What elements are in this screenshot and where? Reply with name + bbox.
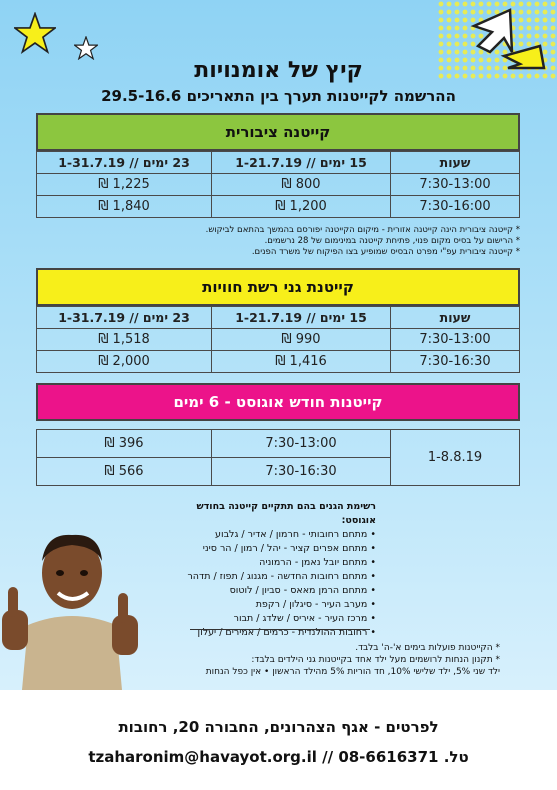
col-header-23-days: 23 ימים // 1-31.7.19 [37,307,212,329]
cell-price: 800 ₪ [212,174,391,196]
note-line: * קייטנה ציבורית הינה קייטנה אזורית - מיקום הקייטנה יפורסם בהמשך בהתאם לביקוש. [205,225,520,235]
cell-price: 1,225 ₪ [37,174,212,196]
table-row [37,196,520,218]
footnote-line: * תקנון הנחות לרושמים מעל ילד אחד בקייטנות גני הילדים בלבד: [251,655,500,665]
footnote-line: * הקייטנות פועלות בימים א'-ה' בלבד. [355,643,500,653]
list-item: • מתחם הרמן מאאס - סביון / לוטוס [229,585,376,596]
white-star-icon [74,36,98,60]
list-heading: רשימת הגנים בהם תתקיים קייטנה בחודש אוגוסט: [196,501,376,526]
registration-subtitle: ההרשמה לקייטנות תערך בין התאריכים 29.5-16.6 [101,87,456,105]
cell-hours: 7:30-13:00 [391,329,520,351]
cell-hours: 7:30-13:00 [391,174,520,196]
contact-phone-email: טל. 08-6616371 // tzaharonim@havayot.org.il [88,748,469,766]
cell-price: 396 ₪ [37,430,212,458]
col-header-15-days: 15 ימים // 1-21.7.19 [212,307,391,329]
section-public-camp [36,113,520,218]
section1-notes [36,225,520,258]
col-header-hours: שעות [391,307,520,329]
divider [190,629,370,630]
cell-hours: 7:30-16:30 [212,458,391,486]
cell-price: 1,416 ₪ [212,351,391,373]
august-kindergarten-list [180,500,376,640]
list-item: • מרכז העיר - איריס / שלדג / תבור [233,613,376,624]
list-item: • מתחם יובל נאמן - הרמוניה [259,557,376,568]
section-havayot-kindergarten-camp [36,268,520,373]
table-row [37,329,520,351]
note-line: * קייטנה ציבורית עפ"י מפרט הבסיס שמופיע בצו הפיקוח של משרד הפנים. [251,247,520,257]
page-title: קיץ של אומנויות [194,58,363,83]
table-header-row [37,152,520,174]
cell-price: 566 ₪ [37,458,212,486]
section-august-camp [36,383,520,486]
section-header: קייטנת גני רשת חוויות [36,268,520,306]
cell-price: 1,200 ₪ [212,196,391,218]
col-header-15-days: 15 ימים // 1-21.7.19 [212,152,391,174]
table-header-row [37,307,520,329]
section-header: קייטנה ציבורית [36,113,520,151]
list-item: • מערב העיר - סיגלון / רקפת [255,599,376,610]
table-row [37,174,520,196]
cell-date-range: 1-8.8.19 [391,430,520,486]
list-item: • מתחם אפרים קציר - יהל / רמון / הר סיני [202,543,376,554]
table-row [37,430,520,458]
contact-address: לפרטים - אגף הצהרונים, החבורה 20, רחובות [118,718,439,736]
cell-hours: 7:30-13:00 [212,430,391,458]
table-row [37,351,520,373]
list-item: • מתחם רחובותי - חרמון / אדיר / גלבוע [215,529,376,540]
yellow-star-icon [14,12,56,54]
cell-price: 2,000 ₪ [37,351,212,373]
list-item: • מתחם רחובות החדשה - מגנוג / תפוז / תדהר [187,571,376,582]
cell-hours: 7:30-16:30 [391,351,520,373]
price-table [36,429,520,486]
cell-hours: 7:30-16:00 [391,196,520,218]
price-table [36,306,520,373]
cell-price: 1,840 ₪ [37,196,212,218]
footnote-line: ילד שני 5%, ילד שלישי 10%, חד הוריות 5% מהילד הראשון • אין כפל הנחות [205,667,500,677]
col-header-23-days: 23 ימים // 1-31.7.19 [37,152,212,174]
child-thumbs-up-image [0,515,140,690]
note-line: * הרישום על בסיס מקום פנוי, פתיחת קייטנה במינימום של 28 נרשמים. [264,236,520,246]
list-item: • רחובות ההולנדית - כרמים / אמירים / יעלון [197,627,376,638]
price-table [36,151,520,218]
cell-price: 1,518 ₪ [37,329,212,351]
section-header: קייטנות חודש אוגוסט - 6 ימים [36,383,520,421]
col-header-hours: שעות [391,152,520,174]
cell-price: 990 ₪ [212,329,391,351]
